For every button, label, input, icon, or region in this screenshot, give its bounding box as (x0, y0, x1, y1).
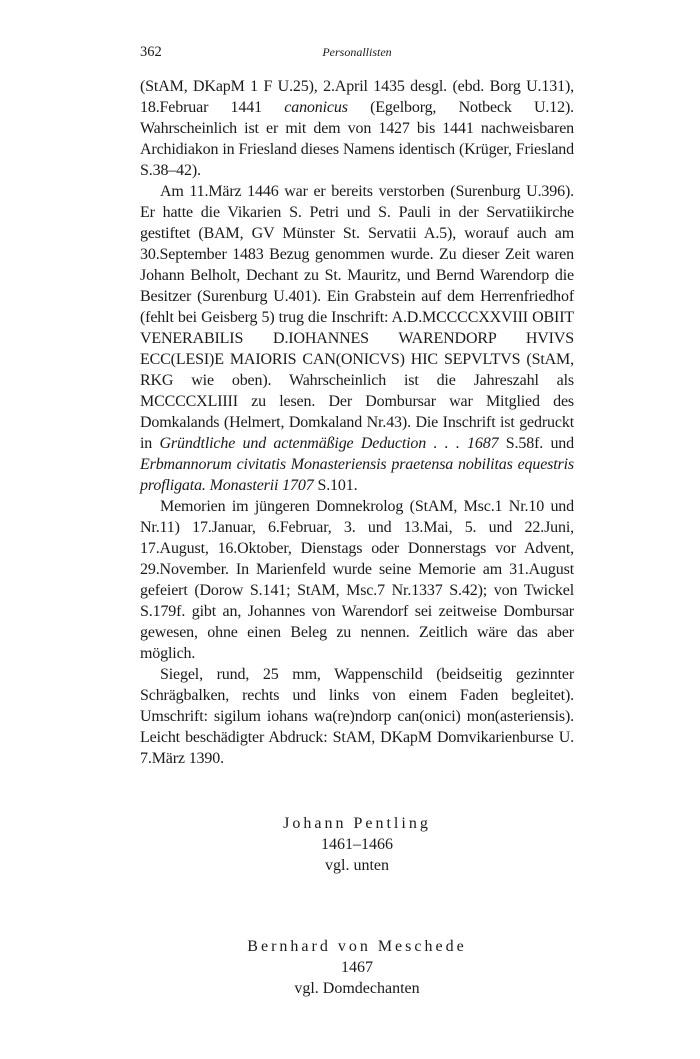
paragraph-1-text: (StAM, DKapM 1 F U.25), 2.April 1435 desgl. (ebd. Borg U.131), 18.Februar 1441 (140, 78, 574, 116)
paragraph-1-italic: canonicus (284, 99, 348, 116)
paragraph-1 (140, 76, 574, 181)
paragraph-4: Siegel, rund, 25 mm, Wappenschild (beidseitig gezinnter Schrägbalken, rechts und links von einem Faden begleitet). Umschrift: sigilum iohans wa(re)ndorp can(onici) mon(asteriensis). Leicht beschädigter Abdruck: StAM, DKapM Domvikarienburse U. 7.März 1390. (140, 666, 574, 767)
paragraph-2-italic-title-1: Gründtliche und actenmäßige Deduction . . . 1687 (159, 435, 499, 452)
person-entry (140, 813, 574, 876)
running-title: Personallisten (322, 45, 392, 59)
person-name: Bernhard von Meschede (247, 938, 467, 955)
paragraph-2-text: Am 11.März 1446 war er bereits verstorben (Surenburg U.396). Er hatte die Vikarien S. Petri und S. Pauli in der Servatiikirche gestiftet (BAM, GV Münster St. Servatii A.5), worauf auch am 30.September 1483 Bezug genommen wurde. Zu dieser Zeit waren Johann Belholt, Dechant zu St. Mauritz, und Bernd Warendorp die Besitzer (Surenburg U.401). Ein Grabstein auf dem Herrenfriedhof (fehlt bei Geisberg 5) trug die Inschrift: A.D.MCCCCXXVIII OBIIT VENERABILIS D.IOHANNES WARENDORP HVIVS ECC(LESI)E MAIORIS CAN(ONICVS) HIC SEPVLTVS (StAM, RKG wie oben). Wahrscheinlich ist die Jahreszahl als MCCCCXLIIII zu lesen. Der Dombursar war Mitglied des Domkalands (Helmert, Domkaland Nr.43). Die Inschrift ist gedruckt in (140, 183, 574, 452)
document-page (140, 44, 574, 1059)
paragraph-3: Memorien im jüngeren Domnekrolog (StAM, Msc.1 Nr.10 und Nr.11) 17.Januar, 6.Februar, 3. und 13.Mai, 5. und 22.Juni, 17.August, 16.Oktober, Dienstags oder Donnerstags vor Advent, 29.November. In Marienfeld wurde seine Memorie am 31.August gefeiert (Dorow S.141; StAM, Msc.7 Nr.1337 S.42); von Twickel S.179f. gibt an, Johannes von Warendorf sei zeitweise Dombursar gewesen, ohne einen Beleg zu nennen. Zeitlich wäre das aber möglich. (140, 498, 574, 662)
page-number: 362 (140, 44, 162, 60)
paragraph-2-text-end: S.101. (313, 477, 358, 494)
person-years: 1461–1466 (321, 836, 393, 853)
person-name: Johann Pentling (283, 815, 431, 832)
paragraph-2 (140, 181, 574, 496)
body-text (140, 76, 574, 769)
paragraph-2-italic-title-2: Erbmannorum civitatis Monasteriensis praetensa nobilitas equestris profligata. Monasterii 1707 (140, 456, 574, 494)
person-note: vgl. Domdechanten (294, 980, 420, 997)
paragraph-1-text-end: (Egelborg, Notbeck U.12). Wahrscheinlich ist er mit dem von 1427 bis 1441 nachweisbaren Archidiakon in Friesland dieses Namens identisch (Krüger, Friesland S.38–42). (140, 99, 575, 179)
paragraph-2-text-mid: S.58f. und (498, 435, 575, 452)
page-header (140, 44, 574, 70)
person-years: 1467 (341, 959, 373, 976)
person-entry (140, 936, 574, 999)
person-entries (140, 813, 574, 999)
person-note: vgl. unten (325, 857, 389, 874)
